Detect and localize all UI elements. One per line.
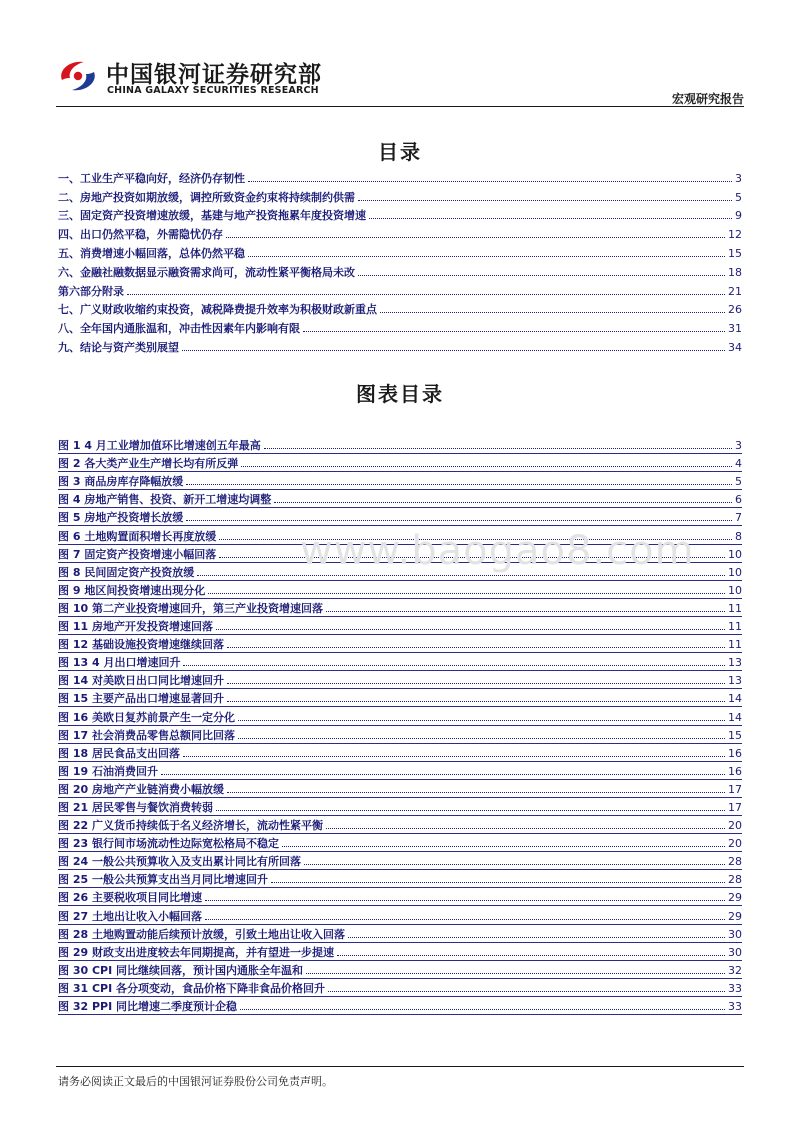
figure-item-page: 14 xyxy=(728,692,742,706)
figure-item-title: 图 6 土地购置面积增长再度放缓 xyxy=(58,529,217,543)
dot-leader xyxy=(226,236,725,238)
dot-leader xyxy=(161,773,725,775)
toc-item[interactable] xyxy=(58,185,742,204)
toc-item-title: 四、出口仍然平稳，外需隐忧仍存 xyxy=(58,228,223,242)
dot-leader xyxy=(271,881,725,883)
figure-item-page: 13 xyxy=(728,674,742,688)
toc-item-title: 二、房地产投资如期放缓，调控所致资金约束将持续制约供需 xyxy=(58,190,355,204)
toc-item[interactable] xyxy=(58,204,742,223)
figure-item[interactable] xyxy=(58,581,742,599)
figure-item-page: 13 xyxy=(728,656,742,670)
toc-item-title: 第六部分附录 xyxy=(58,284,124,298)
dot-leader xyxy=(197,574,725,576)
figure-item[interactable] xyxy=(58,490,742,508)
dot-leader xyxy=(241,465,732,467)
figure-item-page: 4 xyxy=(735,457,742,471)
figure-item-page: 20 xyxy=(728,837,742,851)
figure-item-page: 11 xyxy=(728,620,742,634)
toc-title: 目录 xyxy=(378,140,422,164)
dot-leader xyxy=(369,217,732,219)
figure-item[interactable] xyxy=(58,508,742,526)
figure-item-page: 10 xyxy=(728,547,742,561)
dot-leader xyxy=(240,1008,725,1010)
figure-item-title: 图 31 CPI 各分项变动，食品价格下降非食品价格回升 xyxy=(58,981,326,995)
figure-item-page: 14 xyxy=(728,710,742,724)
toc-item[interactable] xyxy=(58,298,742,317)
toc-item[interactable] xyxy=(58,166,742,185)
toc-item-title: 六、金融社融数据显示融资需求尚可，流动性紧平衡格局未改 xyxy=(58,265,355,279)
figure-item-page: 15 xyxy=(728,728,742,742)
footer-divider xyxy=(56,1066,744,1067)
figure-item-title: 图 5 房地产投资增长放缓 xyxy=(58,511,184,525)
figure-item-title: 图 18 居民食品支出回落 xyxy=(58,746,180,760)
figure-item-title: 图 20 房地产产业链消费小幅放缓 xyxy=(58,782,224,796)
figure-item[interactable] xyxy=(58,816,742,834)
dot-leader xyxy=(183,755,725,757)
figure-item-title: 图 14 对美欧日出口同比增速回升 xyxy=(58,674,224,688)
figure-item[interactable] xyxy=(58,943,742,961)
figure-item-page: 10 xyxy=(728,565,742,579)
figure-item[interactable] xyxy=(58,671,742,689)
figure-item-page: 28 xyxy=(728,855,742,869)
dot-leader xyxy=(248,180,732,182)
figure-item-page: 33 xyxy=(728,1000,742,1013)
toc-item-title: 一、工业生产平稳向好，经济仍存韧性 xyxy=(58,171,245,185)
toc-item-page: 31 xyxy=(728,322,742,336)
figure-item-title: 图 7 固定资产投资增速小幅回落 xyxy=(58,547,217,561)
toc-item[interactable] xyxy=(58,241,742,260)
report-type: 宏观研究报告 xyxy=(671,92,744,106)
dot-leader xyxy=(186,519,732,521)
figure-item-page: 7 xyxy=(735,511,742,525)
company-name-en: CHINA GALAXY SECURITIES RESEARCH xyxy=(107,85,319,96)
toc-item-page: 3 xyxy=(735,171,742,185)
figure-item[interactable] xyxy=(58,870,742,888)
toc-item-page: 5 xyxy=(735,190,742,204)
dot-leader xyxy=(326,610,725,612)
dot-leader xyxy=(216,809,725,811)
dot-leader xyxy=(216,628,725,630)
figure-item-title: 图 19 石油消费回升 xyxy=(58,764,158,778)
dot-leader xyxy=(227,791,725,793)
company-name-cn: 中国银河证券研究部 xyxy=(106,62,322,88)
toc-item-title: 七、广义财政收缩约束投资，减税降费提升效率为积极财政新重点 xyxy=(58,303,377,317)
dot-leader xyxy=(205,899,725,901)
figure-item[interactable] xyxy=(58,744,742,762)
galaxy-swirl-logo-icon xyxy=(56,58,100,94)
dot-leader xyxy=(306,972,725,974)
figure-item[interactable] xyxy=(58,834,742,852)
toc-item-page: 15 xyxy=(728,246,742,260)
page-header xyxy=(56,56,744,108)
toc-item-page: 34 xyxy=(728,340,742,354)
dot-leader xyxy=(227,682,725,684)
dot-leader xyxy=(303,330,725,332)
figure-item[interactable] xyxy=(58,888,742,906)
figure-item-page: 17 xyxy=(728,800,742,814)
figure-item[interactable] xyxy=(58,635,742,653)
figure-item-title: 图 13 4 月出口增速回升 xyxy=(58,656,181,670)
toc-item[interactable] xyxy=(58,335,742,354)
figure-item-title: 图 25 一般公共预算支出当月同比增速回升 xyxy=(58,873,268,887)
toc-item-page: 21 xyxy=(728,284,742,298)
figure-item-page: 17 xyxy=(728,782,742,796)
figure-item-page: 33 xyxy=(728,981,742,995)
dot-leader xyxy=(326,827,725,829)
figure-item-page: 11 xyxy=(728,601,742,615)
figure-item[interactable] xyxy=(58,707,742,725)
toc-item[interactable] xyxy=(58,279,742,298)
dot-leader xyxy=(328,990,725,992)
dot-leader xyxy=(238,737,725,739)
figure-item-title: 图 23 银行间市场流动性边际宽松格局不稳定 xyxy=(58,837,279,851)
figure-item-page: 11 xyxy=(728,638,742,652)
figure-item[interactable] xyxy=(58,726,742,744)
figure-item[interactable] xyxy=(58,436,742,454)
dot-leader xyxy=(248,255,725,257)
toc-item-title: 八、全年国内通胀温和，冲击性因素年内影响有限 xyxy=(58,322,300,336)
toc-item-page: 12 xyxy=(728,228,742,242)
dot-leader xyxy=(183,664,725,666)
figure-item-title: 图 28 土地购置动能后续预计放缓，引致土地出让收入回落 xyxy=(58,927,345,941)
dot-leader xyxy=(304,863,725,865)
figure-item-title: 图 30 CPI 同比继续回落，预计国内通胀全年温和 xyxy=(58,963,304,977)
figure-item-page: 10 xyxy=(728,583,742,597)
dot-leader xyxy=(358,199,732,201)
figures-title: 图表目录 xyxy=(356,382,444,406)
toc-item-title: 九、结论与资产类别展望 xyxy=(58,340,179,354)
figure-item[interactable] xyxy=(58,762,742,780)
footer-disclaimer: 请务必阅读正文最后的中国银河证券股份公司免责声明。 xyxy=(58,1075,333,1088)
figure-item-page: 29 xyxy=(728,909,742,923)
figure-item-title: 图 17 社会消费品零售总额同比回落 xyxy=(58,728,235,742)
watermark: www.baogao8.com xyxy=(300,528,695,574)
figure-item-title: 图 15 主要产品出口增速显著回升 xyxy=(58,692,224,706)
dot-leader xyxy=(182,349,725,351)
figure-item-title: 图 22 广义货币持续低于名义经济增长，流动性紧平衡 xyxy=(58,819,323,833)
figure-item[interactable] xyxy=(58,798,742,816)
dot-leader xyxy=(282,845,725,847)
figure-item-page: 5 xyxy=(735,475,742,489)
figure-item[interactable] xyxy=(58,599,742,617)
figure-item-page: 29 xyxy=(728,891,742,905)
figure-item-page: 20 xyxy=(728,819,742,833)
figure-item-title: 图 12 基础设施投资增速继续回落 xyxy=(58,638,224,652)
dot-leader xyxy=(264,447,732,449)
figure-item-page: 32 xyxy=(728,963,742,977)
toc-item-title: 三、固定资产投资增速放缓，基建与地产投资拖累年度投资增速 xyxy=(58,209,366,223)
dot-leader xyxy=(227,646,725,648)
dot-leader xyxy=(238,719,725,721)
toc-item-page: 9 xyxy=(735,209,742,223)
header-divider xyxy=(56,106,744,107)
table-of-contents xyxy=(58,166,742,354)
figure-item-title: 图 11 房地产开发投资增速回落 xyxy=(58,620,213,634)
dot-leader xyxy=(127,293,725,295)
figure-item-page: 3 xyxy=(735,439,742,453)
dot-leader xyxy=(380,311,725,313)
figure-index xyxy=(58,436,742,1015)
figure-item-title: 图 8 民间固定资产投资放缓 xyxy=(58,565,195,579)
figure-item-page: 28 xyxy=(728,873,742,887)
toc-item[interactable] xyxy=(58,316,742,335)
toc-item[interactable] xyxy=(58,222,742,241)
figure-item[interactable] xyxy=(58,997,742,1015)
figure-item-title: 图 1 4 月工业增加值环比增速创五年最高 xyxy=(58,439,261,453)
dot-leader xyxy=(227,700,725,702)
figure-item[interactable] xyxy=(58,780,742,798)
figure-item-title: 图 3 商品房库存降幅放缓 xyxy=(58,475,184,489)
dot-leader xyxy=(337,954,725,956)
dot-leader xyxy=(358,274,725,276)
figure-item-title: 图 26 主要税收项目同比增速 xyxy=(58,891,202,905)
dot-leader xyxy=(186,483,732,485)
figure-item-title: 图 9 地区间投资增速出现分化 xyxy=(58,583,206,597)
figure-item[interactable] xyxy=(58,852,742,870)
figure-item-page: 16 xyxy=(728,746,742,760)
dot-leader xyxy=(205,918,725,920)
toc-item-title: 五、消费增速小幅回落，总体仍然平稳 xyxy=(58,246,245,260)
dot-leader xyxy=(208,592,725,594)
figure-item-page: 30 xyxy=(728,945,742,959)
figure-item-title: 图 29 财政支出进度较去年同期提高，并有望进一步提速 xyxy=(58,945,334,959)
figure-item[interactable] xyxy=(58,906,742,924)
dot-leader xyxy=(274,501,732,503)
figure-item-title: 图 10 第二产业投资增速回升，第三产业投资增速回落 xyxy=(58,601,323,615)
figure-item[interactable] xyxy=(58,925,742,943)
figure-item-title: 图 4 房地产销售、投资、新开工增速均调整 xyxy=(58,493,272,507)
figure-item[interactable] xyxy=(58,472,742,490)
figure-item-title: 图 32 PPI 同比增速二季度预计企稳 xyxy=(58,1000,238,1013)
figure-item[interactable] xyxy=(58,689,742,707)
toc-item-page: 18 xyxy=(728,265,742,279)
figure-item[interactable] xyxy=(58,454,742,472)
figure-item-page: 8 xyxy=(735,529,742,543)
figure-item-title: 图 24 一般公共预算收入及支出累计同比有所回落 xyxy=(58,855,301,869)
figure-item-title: 图 2 各大类产业生产增长均有所反弹 xyxy=(58,457,239,471)
dot-leader xyxy=(348,936,725,938)
figure-item-title: 图 16 美欧日复苏前景产生一定分化 xyxy=(58,710,235,724)
figure-item[interactable] xyxy=(58,617,742,635)
figure-item-title: 图 27 土地出让收入小幅回落 xyxy=(58,909,202,923)
figure-item-page: 16 xyxy=(728,764,742,778)
figure-item-page: 30 xyxy=(728,927,742,941)
figure-item[interactable] xyxy=(58,979,742,997)
toc-item-page: 26 xyxy=(728,303,742,317)
figure-item[interactable] xyxy=(58,653,742,671)
toc-item[interactable] xyxy=(58,260,742,279)
figure-item-page: 6 xyxy=(735,493,742,507)
figure-item-title: 图 21 居民零售与餐饮消费转弱 xyxy=(58,800,213,814)
figure-item[interactable] xyxy=(58,961,742,979)
